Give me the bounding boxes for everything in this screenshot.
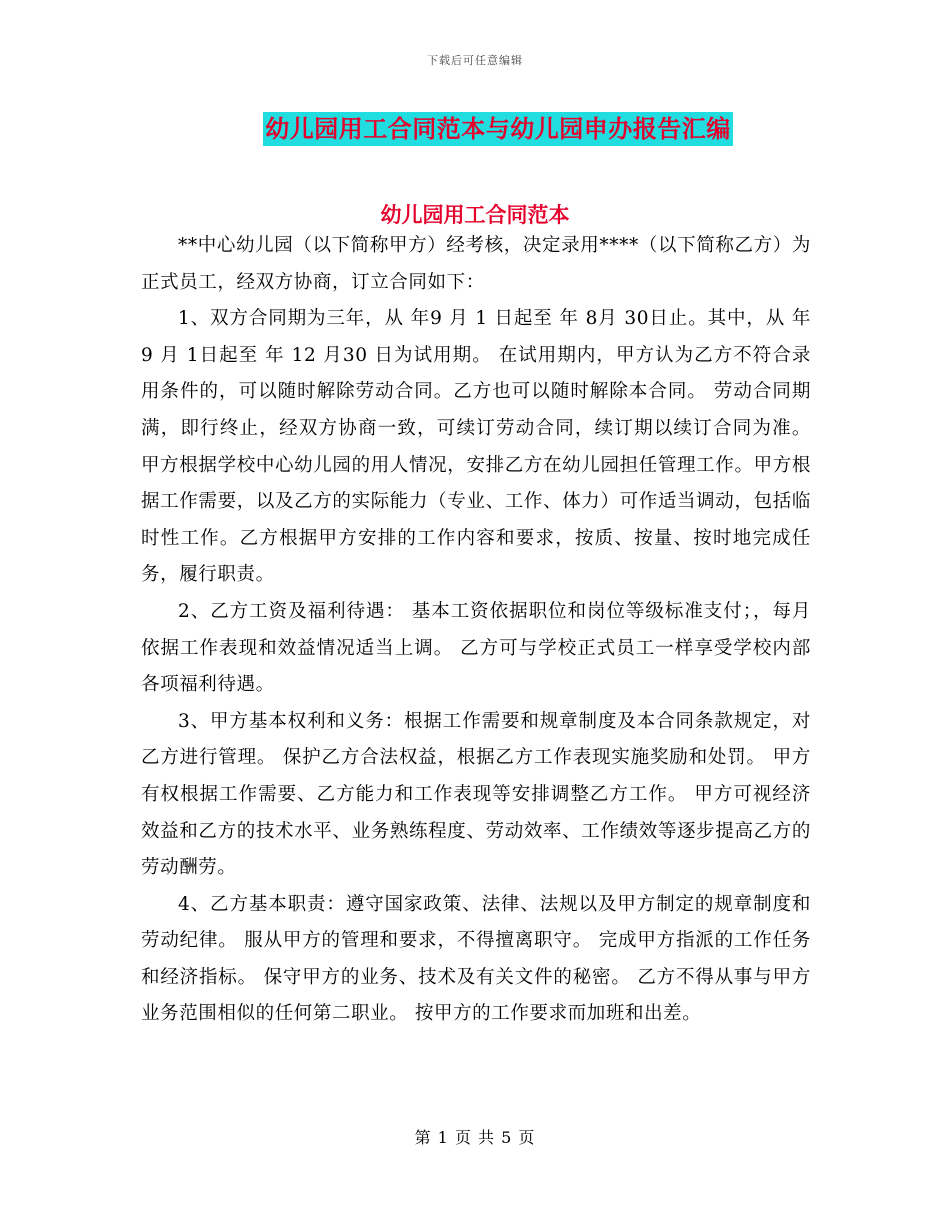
document-body — [141, 228, 811, 1033]
paragraph-clause-2: 2、乙方工资及福利待遇： 基本工资依据职位和岗位等级标准支付；，每月依据工作表现和效益情况适当上调。 乙方可与学校正式员工一样享受学校内部各项福利待遇。 — [141, 600, 811, 696]
paragraph-clause-3: 3、甲方基本权利和义务：根据工作需要和规章制度及本合同条款规定，对乙方进行管理。 保护乙方合法权益，根据乙方工作表现实施奖励和处罚。 甲方有权根据工作需要、乙方能力和工作表现等安排调整乙方工作。 甲方可视经济效益和乙方的技术水平、业务熟练程度、劳动效率、工作绩效等逐步提高乙方的劳动酬劳。 — [141, 710, 811, 879]
section-title: 幼儿园用工合同范本 — [380, 203, 570, 227]
main-title-container — [0, 112, 950, 146]
main-title: 幼儿园用工合同范本与幼儿园申办报告汇编 — [263, 112, 733, 146]
paragraph-clause-1: 1、双方合同期为三年，从 年9 月 1 日起至 年 8月 30日止。其中，从 年9 月 1日起至 年 12 月30 日为试用期。 在试用期内，甲方认为乙方不符合录用条件的，可以随时解除劳动合同。乙方也可以随时解除本合同。 劳动合同期满，即行终止，经双方协商一致，可续订劳动合同，续订期以续订合同为准。 甲方根据学校中心幼儿园的用人情况，安排乙方在幼儿园担任管理工作。甲方根据工作需要，以及乙方的实际能力（专业、工作、体力）可作适当调动，包括临时性工作。乙方根据甲方安排的工作内容和要求，按质、按量、按时地完成任务，履行职责。 — [141, 308, 811, 586]
paragraph-intro: **中心幼儿园（以下简称甲方）经考核，决定录用****（以下简称乙方）为正式员工，经双方协商，订立合同如下： — [141, 235, 811, 293]
page-number: 第 1 页 共 5 页 — [414, 1128, 536, 1147]
header-note: 下载后可任意编辑 — [427, 54, 523, 67]
paragraph-clause-4: 4、乙方基本职责：遵守国家政策、法律、法规以及甲方制定的规章制度和劳动纪律。 服从甲方的管理和要求，不得擅离职守。 完成甲方指派的工作任务和经济指标。 保守甲方的业务、技术及有关文件的秘密。 乙方不得从事与甲方业务范围相似的任何第二职业。 按甲方的工作要求而加班和出差。 — [141, 893, 811, 1025]
